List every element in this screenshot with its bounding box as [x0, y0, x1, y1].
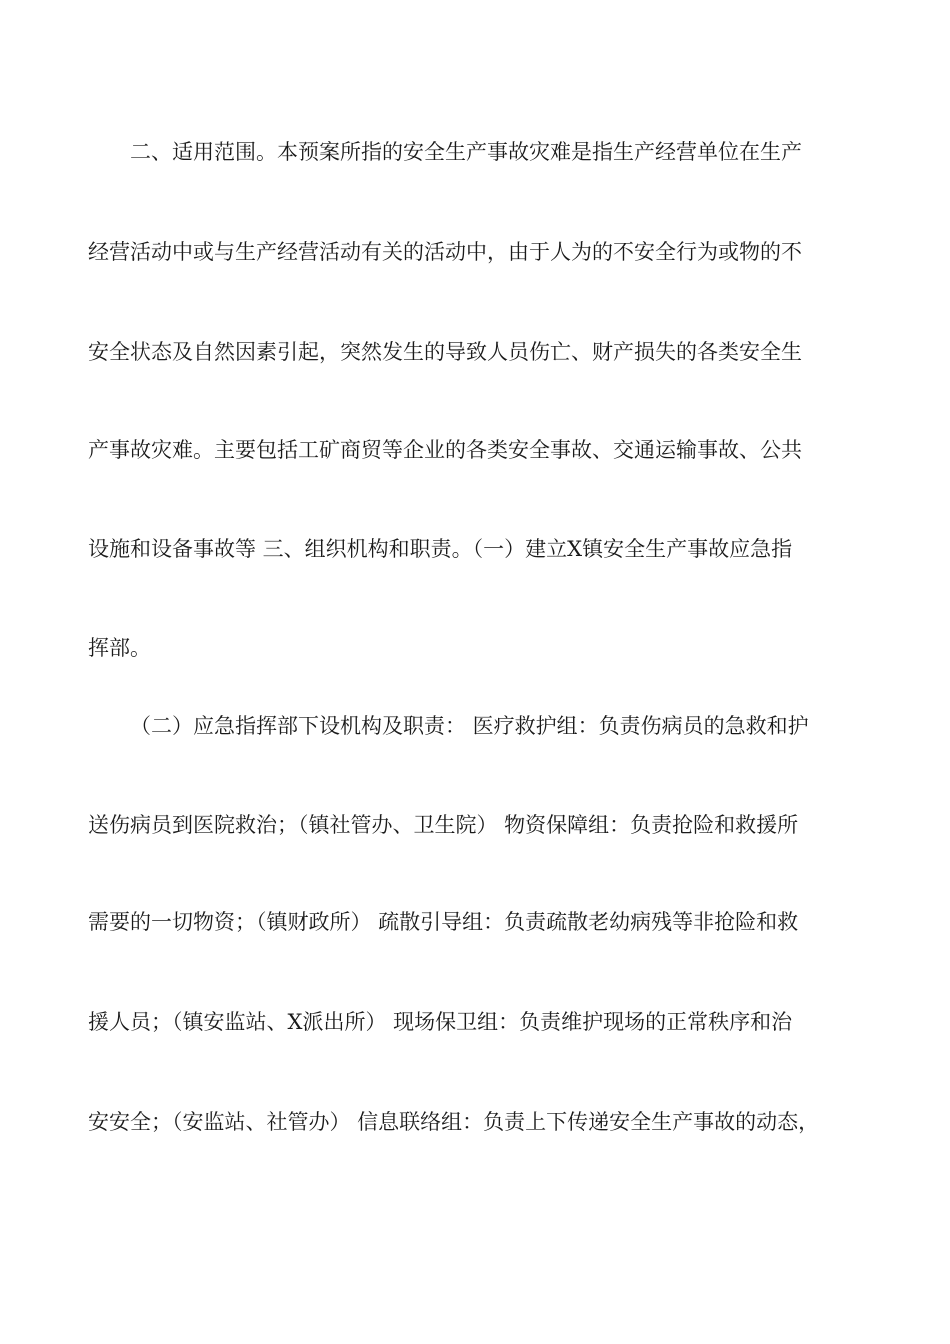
paragraph-line: 送伤病员到医院救治；（镇社管办、卫生院） 物资保障组：负责抢险和救援所 [88, 813, 799, 837]
paragraph-line: （二）应急指挥部下设机构及职责： 医疗救护组：负责伤病员的急救和护 [130, 714, 809, 738]
paragraph-line: 经营活动中或与生产经营活动有关的活动中，由于人为的不安全行为或物的不 [88, 240, 802, 264]
paragraph-line: 挥部。 [88, 636, 151, 660]
paragraph-line: 设施和设备事故等 三、组织机构和职责。（一）建立X镇安全生产事故应急指 [88, 537, 793, 561]
paragraph-line: 产事故灾难。主要包括工矿商贸等企业的各类安全事故、交通运输事故、公共 [88, 438, 802, 462]
paragraph-line: 援人员；（镇安监站、X派出所） 现场保卫组：负责维护现场的正常秩序和治 [88, 1010, 793, 1034]
paragraph-line: 需要的一切物资；（镇财政所） 疏散引导组：负责疏散老幼病残等非抢险和救 [88, 910, 799, 934]
paragraph-line: 安安全；（安监站、社管办） 信息联络组：负责上下传递安全生产事故的动态， [88, 1110, 820, 1134]
paragraph-line: 安全状态及自然因素引起，突然发生的导致人员伤亡、财产损失的各类安全生 [88, 340, 802, 364]
paragraph-line: 二、适用范围。本预案所指的安全生产事故灾难是指生产经营单位在生产 [130, 140, 802, 164]
